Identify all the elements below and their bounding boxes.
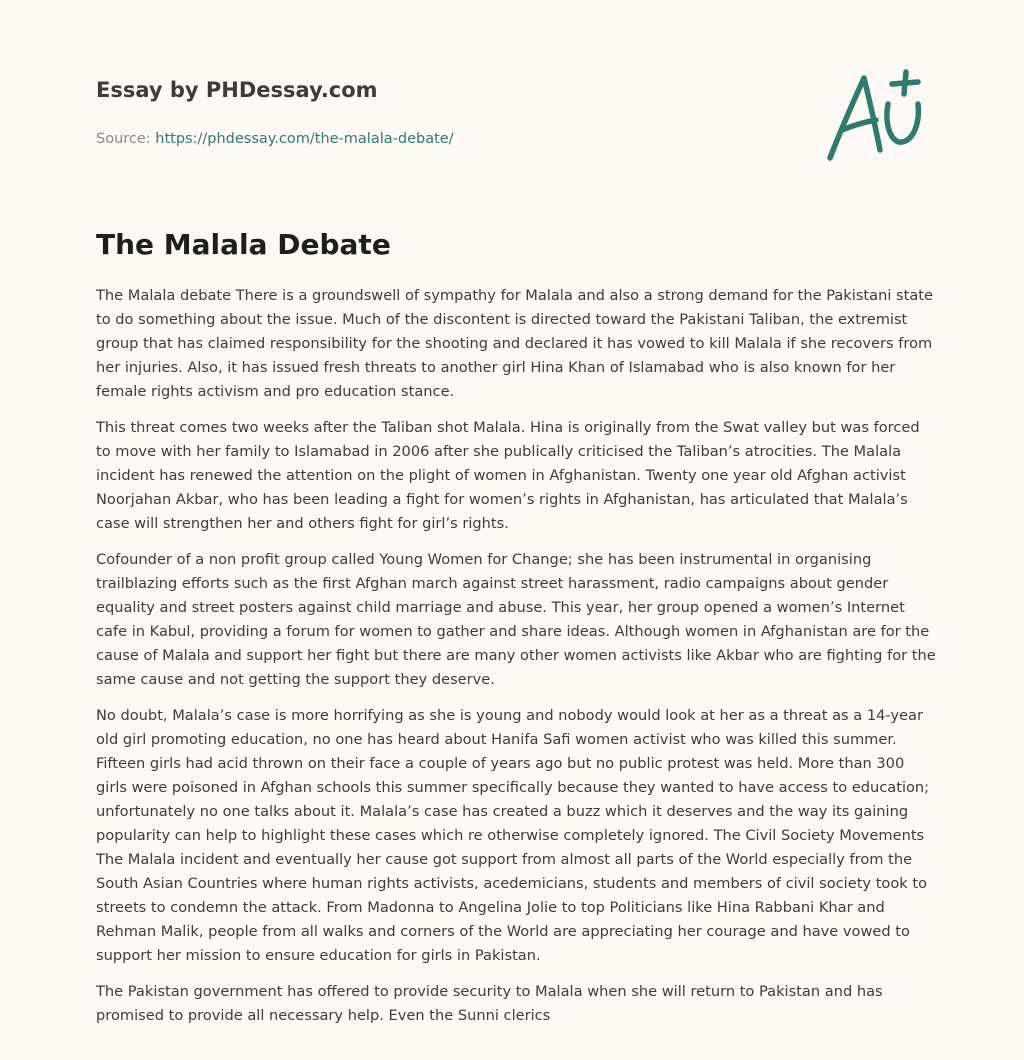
paragraph: No doubt, Malala’s case is more horrifying as she is young and nobody would look at her as a threat as a 14-year old girl promoting education, no one has heard about Hanifa Safi women activist who was killed this summer. Fifteen girls had acid thrown on their face a couple of years ago but no public protest was held. More than 300 girls were poisoned in Afghan schools this summer specifically because they wanted to have access to education; unfortunately no one talks about it. Malala’s case has created a buzz which it deserves and the way its gaining popularity can help to highlight these cases which re otherwise completely ignored. The Civil Society Movements The Malala incident and eventually her cause got support from almost all parts of the World especially from the South Asian Countries where human rights activists, acedemicians, students and members of civil society took to streets to condemn the attack. From Madonna to Angelina Jolie to top Politicians like Hina Rabbani Khar and Rehman Malik, people from all walks and corners of the World are appreciating her courage and have vowed to support her mission to ensure education for girls in Pakistan.: [96, 707, 930, 964]
essay-body: [96, 284, 936, 1040]
paragraph: Cofounder of a non profit group called Young Women for Change; she has been instrumental in organising trailblazing efforts such as the first Afghan march against street harassment, radio campaigns about gender equality and street posters against child marriage and abuse. This year, her group opened a women’s Internet cafe in Kabul, providing a forum for women to gather and share ideas. Although women in Afghanistan are for the cause of Malala and support her fight but there are many other women activists like Akbar who are fighting for the same cause and not getting the support they deserve.: [96, 551, 936, 688]
paragraph: The Malala debate There is a groundswell of sympathy for Malala and also a strong demand for the Pakistani state to do something about the issue. Much of the discontent is directed toward the Pakistani Taliban, the extremist group that has claimed responsibility for the shooting and declared it has vowed to kill Malala if she recovers from her injuries. Also, it has issued fresh threats to another girl Hina Khan of Islamabad who is also known for her female rights activism and pro education stance.: [96, 287, 933, 400]
source-link[interactable]: https://phdessay.com/the-malala-debate/: [155, 131, 454, 147]
paragraph: The Pakistan government has offered to provide security to Malala when she will return to Pakistan and has promised to provide all necessary help. Even the Sunni clerics: [96, 983, 883, 1024]
a-plus-logo-icon: [818, 64, 930, 168]
source-label: Source:: [96, 131, 151, 147]
brand-title: Essay by PHDessay.com: [96, 78, 378, 102]
essay-title: The Malala Debate: [96, 228, 391, 261]
paragraph: This threat comes two weeks after the Taliban shot Malala. Hina is originally from the Swat valley but was forced to move with her family to Islamabad in 2006 after she publically criticised the Taliban’s atrocities. The Malala incident has renewed the attention on the plight of women in Afghanistan. Twenty one year old Afghan activist Noorjahan Akbar, who has been leading a fight for women’s rights in Afghanistan, has articulated that Malala’s case will strengthen her and others fight for girl’s rights.: [96, 419, 920, 532]
essay-header: [96, 75, 796, 149]
source-line: [96, 129, 796, 149]
